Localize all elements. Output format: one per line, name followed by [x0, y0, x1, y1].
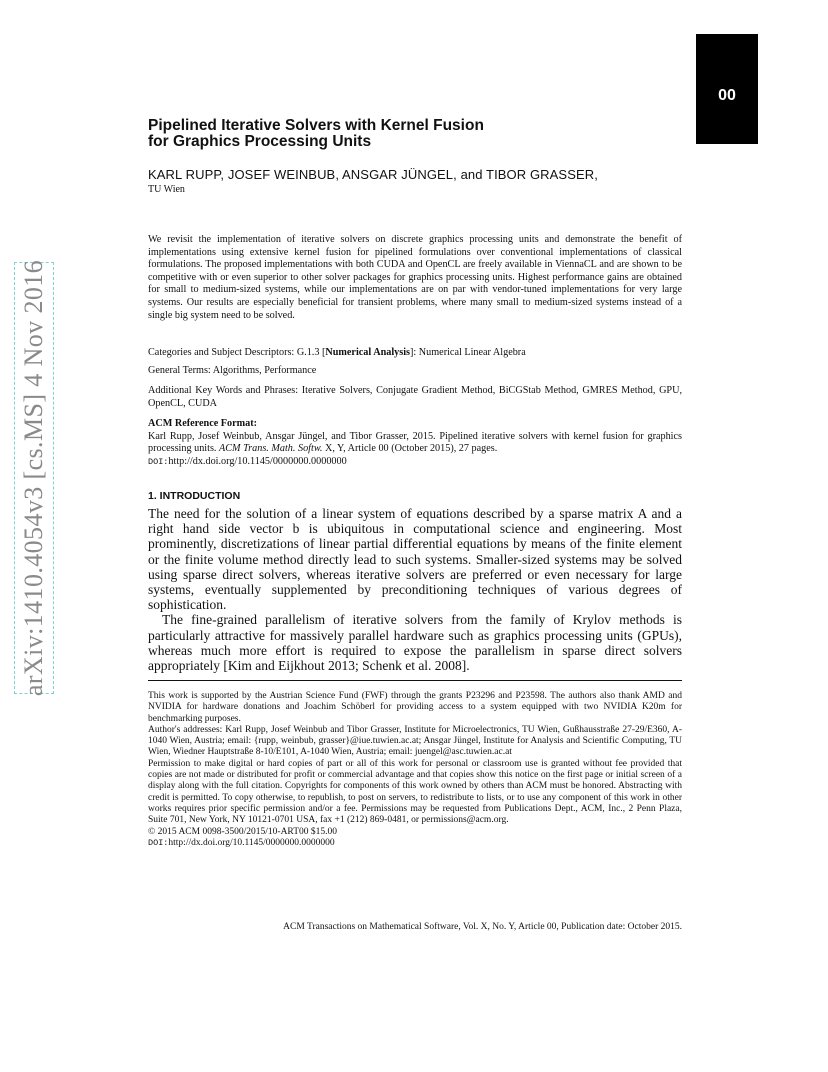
footnote-copyright: © 2015 ACM 0098-3500/2015/10-ART00 $15.00 [148, 826, 337, 837]
running-footer: ACM Transactions on Mathematical Software, Vol. X, No. Y, Article 00, Publication date: October 2015. [283, 922, 682, 932]
introduction [148, 506, 682, 673]
categories-bold: Numerical Analysis [325, 347, 411, 358]
arxiv-stamp[interactable]: arXiv:1410.4054v3 [cs.MS] 4 Nov 2016 [19, 259, 48, 697]
categories [148, 347, 682, 360]
intro-paragraph-1: The need for the solution of a linear system of equations described by a sparse matrix A and a right hand side vector b is ubiquitous in computational science and engineering. Most prominently, discretizations of linear partial differential equations by means of the finite element or the finite volume method directly lead to such systems. Smaller-sized systems may be solved using sparse direct solvers, whereas iterative solvers are preferred or even necessary for large systems, eventually supplemented by preconditioning techniques of various degrees of sophistication. [148, 506, 682, 613]
footnotes [148, 691, 682, 849]
acm-reference [148, 418, 682, 468]
doi-link[interactable]: http://dx.doi.org/10.1145/0000000.0000000 [168, 455, 347, 467]
footnote-rule [148, 680, 682, 681]
affiliation: TU Wien [148, 184, 185, 195]
acm-reference-journal: ACM Trans. Math. Softw. [219, 443, 323, 455]
intro-paragraph-2: The fine-grained parallelism of iterative solvers from the family of Krylov methods is particularly attractive for massively parallel hardware such as graphics processing units (GPUs), whereas much more effort is required to expose the parallelism in sparse direct solvers appropriately [Kim and Eijkhout 2013; Schenk et al. 2008]. [148, 612, 682, 674]
keywords: Additional Key Words and Phrases: Iterative Solvers, Conjugate Gradient Method, BiCGStab Method, GMRES Method, GPU, OpenCL, CUDA [148, 385, 682, 409]
general-terms: General Terms: Algorithms, Performance [148, 365, 317, 376]
footnote-addresses: Author's addresses: Karl Rupp, Josef Weinbub and Tibor Grasser, Institute for Microelectronics, TU Wien, Gußhausstraße 27-29/E360, A-1040 Wien, Austria; email: {rupp, weinbub, grasser}@iue.tuwien.ac.at; Ansgar Jüngel, Institute for Analysis and Scientific Computing, TU Wien, Wiedner Hauptstraße 8-10/E101, A-1040 Wien, Austria; email: juengel@asc.tuwien.ac.at [148, 724, 682, 758]
footnote-doi-label: DOI: [148, 837, 169, 848]
title-line-2: for Graphics Processing Units [148, 133, 372, 150]
footnote-doi-link[interactable]: http://dx.doi.org/10.1145/0000000.0000000 [168, 837, 335, 848]
arxiv-stamp-area [14, 259, 54, 697]
paper-title [148, 118, 688, 150]
page-number: 00 [718, 87, 736, 104]
acm-reference-heading: ACM Reference Format: [148, 418, 257, 429]
authors: KARL RUPP, JOSEF WEINBUB, ANSGAR JÜNGEL, and TIBOR GRASSER, [148, 167, 598, 182]
acm-reference-text: Karl Rupp, Josef Weinbub, Ansgar Jüngel, and Tibor Grasser, 2015. Pipelined iterative solvers with kernel fusion for graphics processing units. [148, 430, 682, 455]
footnote-permission: Permission to make digital or hard copies of part or all of this work for personal or classroom use is granted without fee provided that copies are not made or distributed for profit or commercial advantage and that copies show this notice on the first page or initial screen of a display along with the full citation. Copyrights for components of this work owned by others than ACM must be honored. Abstracting with credit is permitted. To copy otherwise, to republish, to post on servers, to redistribute to lists, or to use any component of this work in other works requires prior specific permission and/or a fee. Permissions may be requested from Publications Dept., ACM, Inc., 2 Penn Plaza, Suite 701, New York, NY 10121-0701 USA, fax +1 (212) 869-0481, or permissions@acm.org. [148, 758, 682, 826]
acm-reference-text-after: X, Y, Article 00 (October 2015), 27 pages. [322, 443, 498, 455]
doi-label: DOI: [148, 456, 169, 467]
abstract: We revisit the implementation of iterative solvers on discrete graphics processing units and demonstrate the benefit of implementations using extensive kernel fusion for pipelined formulations over conventional implementations of classical formulations. The proposed implementations with both CUDA and OpenCL are freely available in ViennaCL and are shown to be competitive with or even superior to other solver packages for graphics processing units. Highest performance gains are obtained for small to medium-sized systems, while our implementations are on par with vendor-tuned implementations for very large systems. Our results are especially beneficial for transient problems, where many small to medium-sized systems instead of a single big system need to be solved. [148, 234, 682, 321]
section-heading: 1. INTRODUCTION [148, 490, 241, 502]
page-number-tab [696, 34, 758, 144]
footnote-support: This work is supported by the Austrian Science Fund (FWF) through the grants P23296 and P23598. The authors also thank AMD and NVIDIA for hardware donations and Joachim Schöberl for providing access to a system equipped with two NVIDIA K20m for benchmarking purposes. [148, 691, 682, 724]
categories-suffix: ]: Numerical Linear Algebra [410, 347, 526, 358]
categories-prefix: Categories and Subject Descriptors: G.1.3 [ [148, 347, 326, 358]
title-line-1: Pipelined Iterative Solvers with Kernel Fusion [148, 117, 484, 134]
